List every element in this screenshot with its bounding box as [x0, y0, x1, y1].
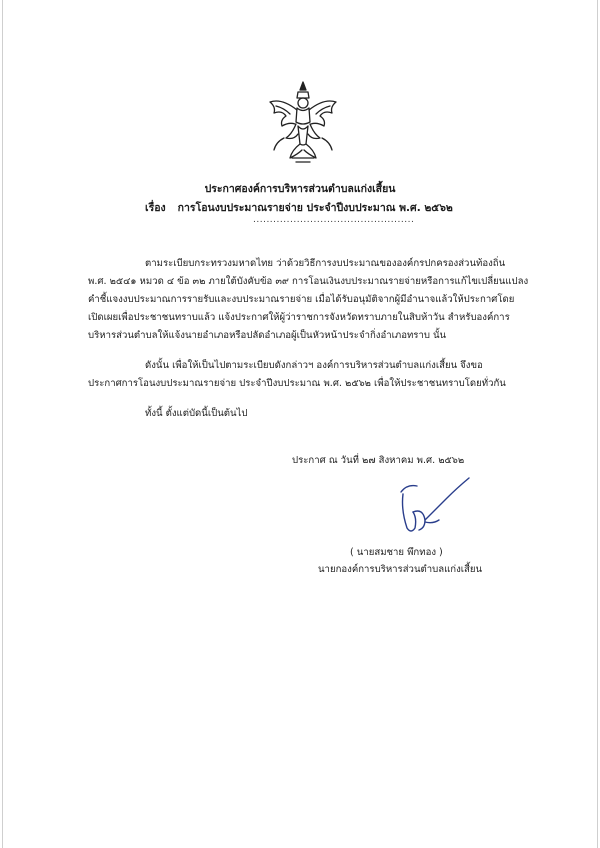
- announcement-date: ประกาศ ณ วันที่ ๒๗ สิงหาคม พ.ศ. ๒๕๖๒: [292, 455, 465, 466]
- paragraph-1-line: พ.ศ. ๒๕๔๑ หมวด ๔ ข้อ ๓๒ ภายใต้บังคับข้อ ๓๙ การโอนเงินงบประมาณรายจ่ายหรือการแก้ไขเปลี่ยนแปลง: [88, 276, 529, 287]
- paragraph-3: ทั้งนี้ ตั้งแต่บัดนี้เป็นต้นไป: [145, 408, 248, 419]
- announcement-title: ประกาศองค์การบริหารส่วนตำบลแก่งเสี้ยน: [204, 183, 396, 195]
- garuda-emblem-icon: [262, 80, 344, 166]
- signer-name: ( นายสมชาย พึกทอง ): [350, 547, 443, 558]
- announcement-subject: [145, 199, 453, 216]
- subject-text: การโอนงบประมาณรายจ่าย ประจำปีงบประมาณ พ.ศ. ๒๕๖๒: [177, 202, 453, 214]
- paragraph-1-line: ตามระเบียบกระทรวงมหาดไทย ว่าด้วยวิธีการงบประมาณขององค์กรปกครองส่วนท้องถิ่น: [145, 258, 506, 269]
- paragraph-1-line: เปิดเผยเพื่อประชาชนทราบแล้ว แจ้งประกาศให้ผู้ว่าราชการจังหวัดทราบภายในสิบห้าวัน สำหรับองค์การ: [88, 312, 510, 323]
- title-separator: ................................................: [253, 215, 415, 225]
- paragraph-2-line: ประกาศการโอนงบประมาณรายจ่าย ประจำปีงบประมาณ พ.ศ. ๒๕๖๒ เพื่อให้ประชาชนทราบโดยทั่วกัน: [88, 378, 506, 389]
- paragraph-2-line: ดังนั้น เพื่อให้เป็นไปตามระเบียบดังกล่าวฯ องค์การบริหารส่วนตำบลแก่งเสี้ยน จึงขอ: [145, 360, 483, 371]
- page-edge-right: [597, 0, 598, 848]
- paragraph-1-line: คำชี้แจงงบประมาณการรายรับและงบประมาณรายจ่าย เมื่อได้รับอนุมัติจากผู้มีอำนาจแล้วให้ประกาศโดย: [88, 294, 515, 305]
- handwritten-signature: [395, 470, 475, 540]
- page-edge-left: [2, 0, 3, 848]
- paragraph-1-line: บริหารส่วนตำบลให้แจ้งนายอำเภอหรือปลัดอำเภอผู้เป็นหัวหน้าประจำกิ่งอำเภอทราบ นั้น: [88, 330, 447, 341]
- subject-label: เรื่อง: [145, 202, 166, 214]
- signer-position: นายกองค์การบริหารส่วนตำบลแก่งเสี้ยน: [318, 564, 483, 575]
